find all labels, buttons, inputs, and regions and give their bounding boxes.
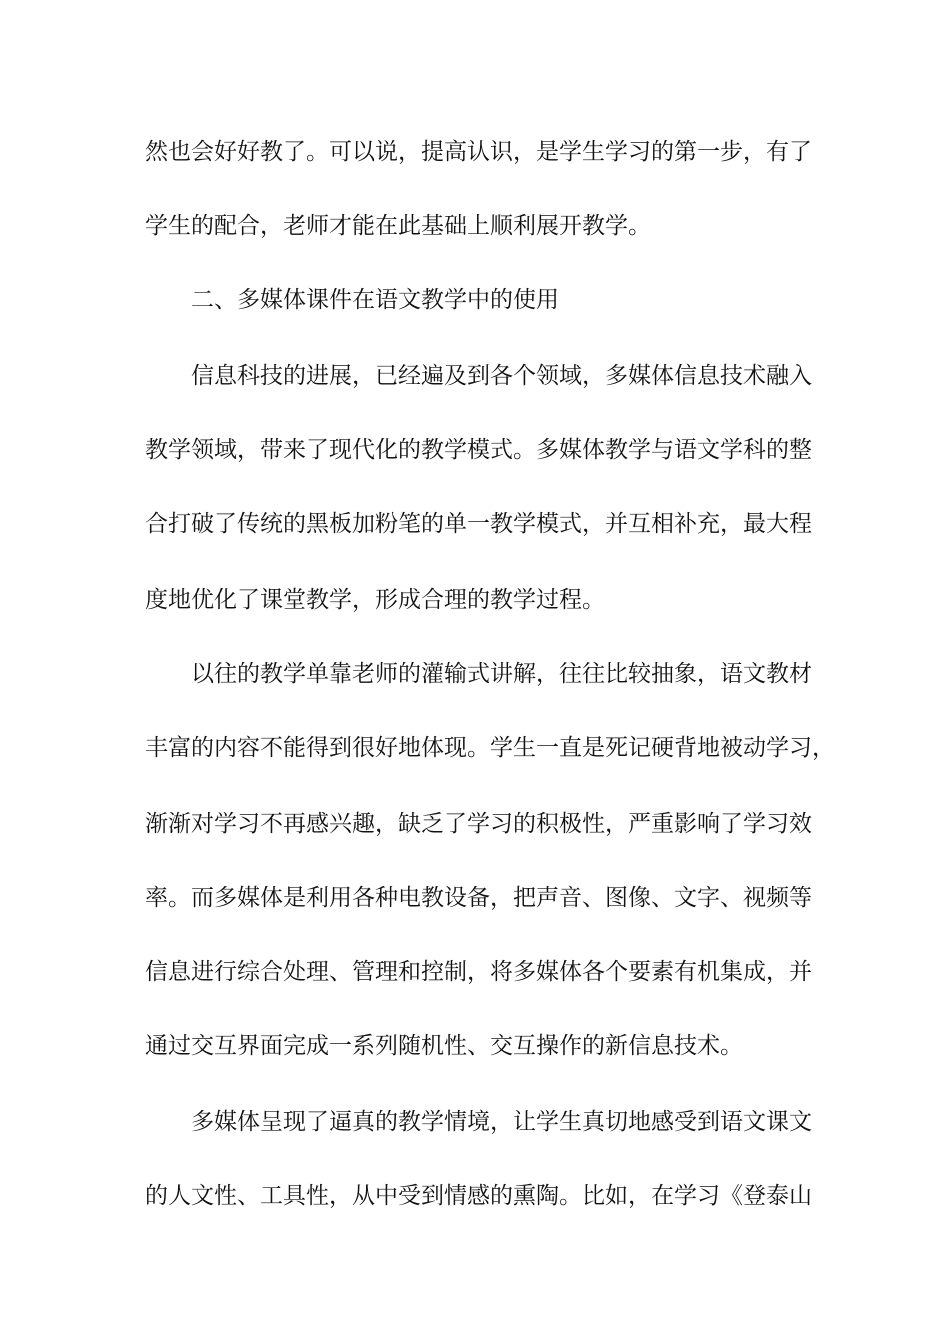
paragraph-1-line-2: 教学领域，带来了现代化的教学模式。多媒体教学与语文学科的整	[145, 437, 812, 463]
text-line-2: 学生的配合，老师才能在此基础上顺利展开教学。	[145, 213, 651, 239]
paragraph-1-line-1: 信息科技的进展，已经遍及到各个领域，多媒体信息技术融入	[191, 363, 812, 389]
paragraph-1-line-4: 度地优化了课堂教学，形成合理的教学过程。	[145, 587, 605, 613]
paragraph-1-line-3: 合打破了传统的黑板加粉笔的单一教学模式，并互相补充，最大程	[145, 511, 812, 537]
paragraph-2-line-3: 渐渐对学习不再感兴趣，缺乏了学习的积极性，严重影响了学习效	[145, 811, 812, 837]
section-heading: 二、多媒体课件在语文教学中的使用	[191, 287, 559, 313]
paragraph-3-line-2: 的人文性、工具性，从中受到情感的熏陶。比如，在学习《登泰山	[145, 1183, 812, 1209]
paragraph-2-line-4: 率。而多媒体是利用各种电教设备，把声音、图像、文字、视频等	[145, 885, 812, 911]
text-line-1: 然也会好好教了。可以说，提高认识，是学生学习的第一步，有了	[145, 139, 812, 165]
paragraph-2-line-6: 通过交互界面完成一系列随机性、交互操作的新信息技术。	[145, 1033, 743, 1059]
paragraph-3-line-1: 多媒体呈现了逼真的教学情境，让学生真切地感受到语文课文	[191, 1109, 812, 1135]
paragraph-2-line-5: 信息进行综合处理、管理和控制，将多媒体各个要素有机集成，并	[145, 959, 812, 985]
paragraph-2-line-1: 以往的教学单靠老师的灌输式讲解，往往比较抽象，语文教材	[191, 661, 812, 687]
paragraph-2-line-2: 丰富的内容不能得到很好地体现。学生一直是死记硬背地被动学习，	[145, 735, 835, 761]
